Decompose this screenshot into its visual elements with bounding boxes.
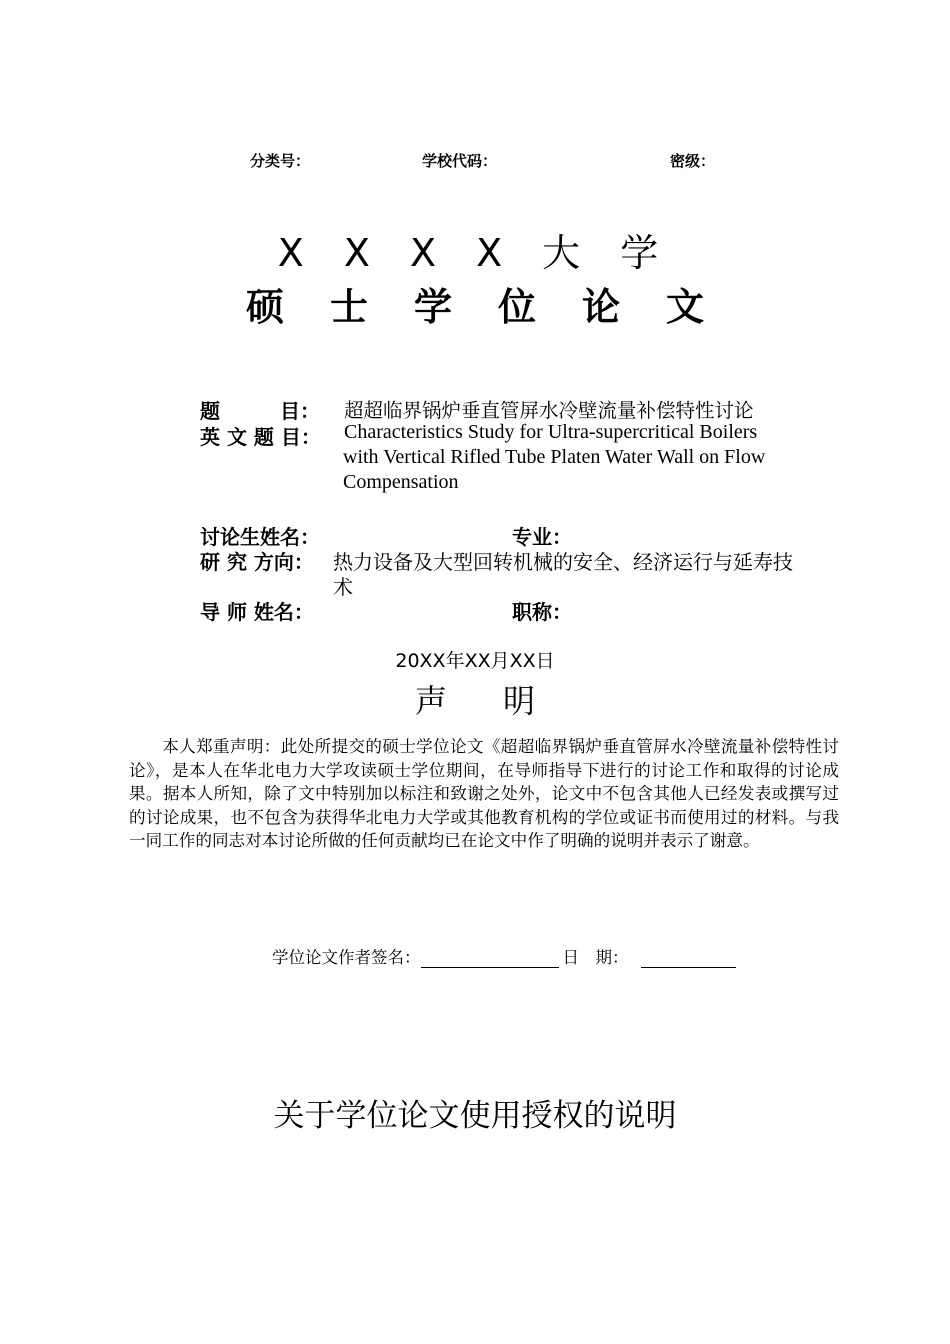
school-code-label: 学校代码： xyxy=(422,152,498,170)
degree-title-char: 学 xyxy=(413,285,452,329)
degree-title-char: 文 xyxy=(665,285,704,329)
english-title-line: with Vertical Rifled Tube Platen Water Wall on Flow xyxy=(343,446,766,468)
research-direction-line: 热力设备及大型回转机械的安全、经济运行与延寿技 xyxy=(333,550,793,574)
english-title-line: Compensation xyxy=(343,471,459,493)
thesis-date: 20XX年XX月XX日 xyxy=(395,650,555,672)
research-direction-line: 术 xyxy=(333,575,353,599)
advisor-rank-label: 职称： xyxy=(512,600,572,624)
major-label: 专业： xyxy=(512,525,572,549)
authorization-title: 关于学位论文使用授权的说明 xyxy=(273,1098,677,1134)
classification-number-label: 分类号： xyxy=(250,152,311,170)
declaration-body: 本人郑重声明：此处所提交的硕士学位论文《超超临界锅炉垂直管屏水冷壁流量补偿特性讨论》，是本人在华北电力大学攻读硕士学位期间，在导师指导下进行的讨论工作和取得的讨论成果。据本人所知，除了文中特别加以标注和致谢之处外，论文中不包含其他人已经发表或撰写过的讨论成果，也不包含为获得华北电力大学或其他教育机构的学位或证书而使用过的材料。与我一同工作的同志对本讨论所做的任何贡献均已在论文中作了明确的说明并表示了谢意。 xyxy=(129,737,839,850)
signature-row xyxy=(272,944,736,968)
degree-title-char: 位 xyxy=(497,285,536,329)
degree-title xyxy=(0,276,950,331)
declaration-title-char: 声 xyxy=(414,682,447,720)
advisor-name-label: 导 师 姓名： xyxy=(200,600,314,624)
university-name: X X X X 大 学 xyxy=(277,231,673,275)
degree-title-char: 论 xyxy=(581,285,620,329)
declaration-title xyxy=(0,676,950,722)
declaration-title-char: 明 xyxy=(502,682,535,720)
student-name-label: 讨论生姓名： xyxy=(200,525,320,549)
thesis-title-label: 题 目： xyxy=(200,399,320,423)
secrecy-level-label: 密级： xyxy=(670,152,716,170)
author-signature-label: 学位论文作者签名： xyxy=(272,948,421,967)
degree-title-char: 硕 xyxy=(245,285,284,329)
date-blank[interactable] xyxy=(641,949,736,968)
english-title-label: 英 文 题 目： xyxy=(200,425,321,449)
english-title-line: Characteristics Study for Ultra-supercritical Boilers xyxy=(344,421,758,443)
thesis-title-value: 超超临界锅炉垂直管屏水冷壁流量补偿特性讨论 xyxy=(344,399,754,422)
signature-blank[interactable] xyxy=(421,949,559,968)
degree-title-char: 士 xyxy=(329,285,368,329)
research-direction-label: 研 究 方向： xyxy=(200,550,314,574)
signature-date-label: 日 期： xyxy=(562,948,629,967)
